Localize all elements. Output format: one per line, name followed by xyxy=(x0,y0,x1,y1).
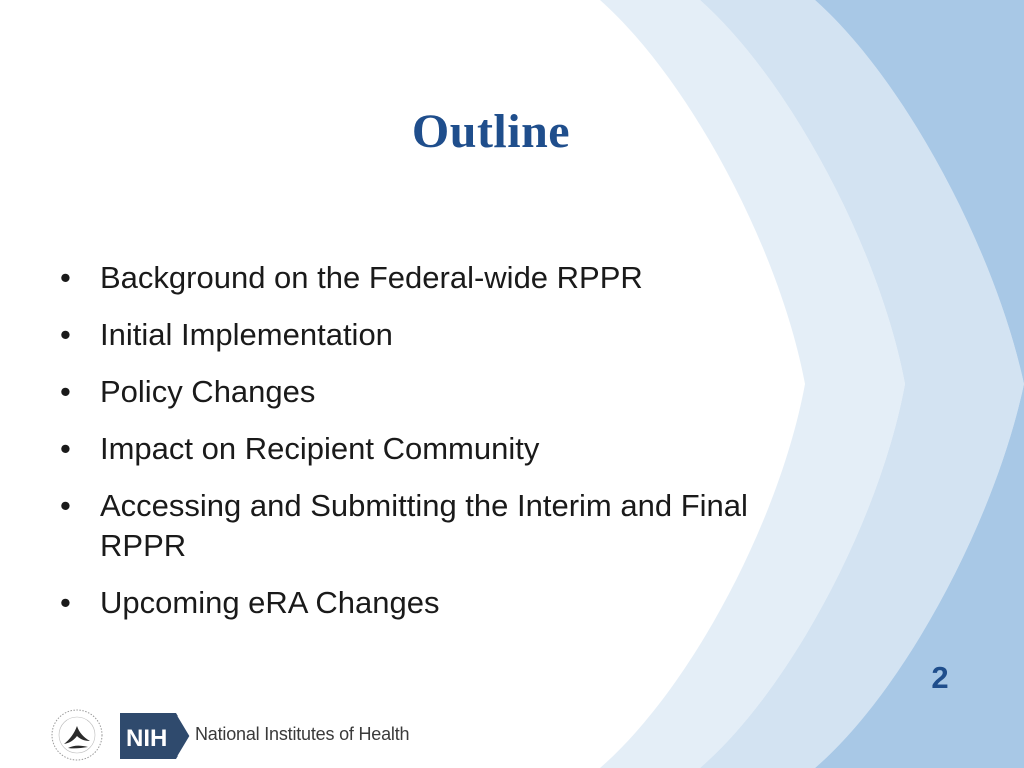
outline-list xyxy=(60,258,840,640)
list-item-text: Policy Changes xyxy=(100,374,316,409)
list-item xyxy=(60,258,840,298)
list-item xyxy=(60,486,840,566)
list-item-text: Upcoming eRA Changes xyxy=(100,585,440,620)
list-item xyxy=(60,315,840,355)
organization-name: National Institutes of Health xyxy=(195,724,410,744)
list-item xyxy=(60,372,840,412)
bullet-icon: • xyxy=(60,317,71,352)
list-item-text: Initial Implementation xyxy=(100,317,393,352)
slide-title: Outline xyxy=(411,105,571,158)
nih-logo xyxy=(120,713,190,759)
bullet-icon: • xyxy=(60,260,71,295)
bullet-icon: • xyxy=(60,585,71,620)
list-item-text: Background on the Federal-wide RPPR xyxy=(100,260,643,295)
bullet-icon: • xyxy=(60,374,71,409)
hhs-seal-icon xyxy=(50,708,104,762)
list-item xyxy=(60,429,840,469)
bullet-icon: • xyxy=(60,431,71,466)
nih-logo-text: NIH xyxy=(126,725,168,752)
list-item-text: Impact on Recipient Community xyxy=(100,431,540,466)
list-item xyxy=(60,583,840,623)
list-item-text: Accessing and Submitting the Interim and Final RPPR xyxy=(100,488,748,563)
page-number: 2 xyxy=(931,660,949,695)
bullet-icon: • xyxy=(60,488,71,523)
